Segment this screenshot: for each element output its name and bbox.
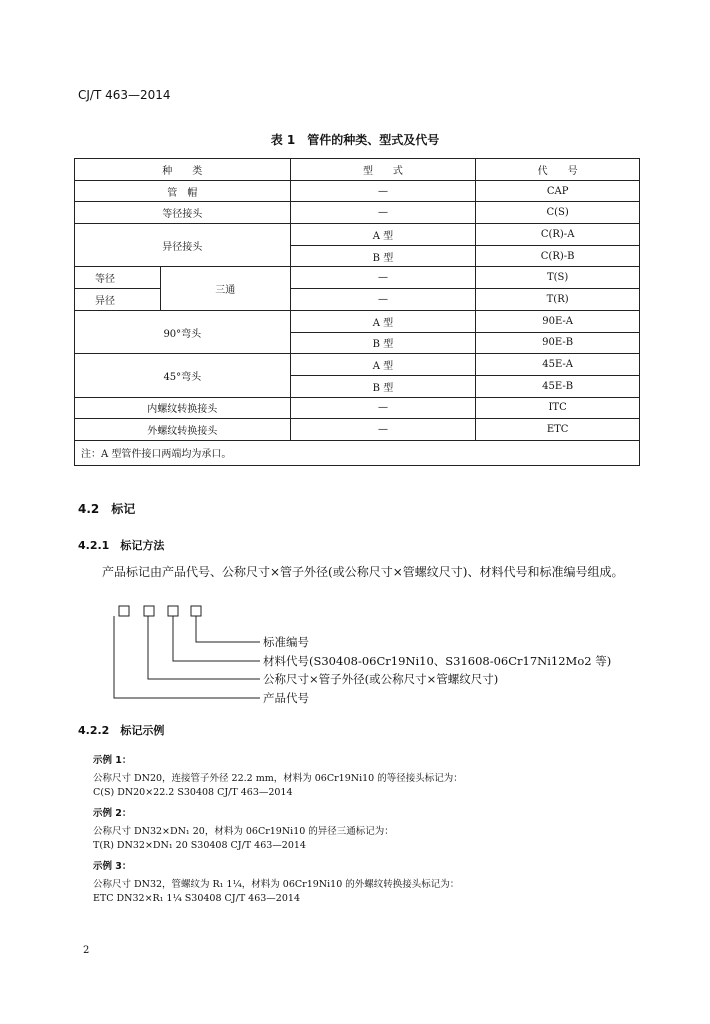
cell-code: 45E-B (476, 375, 640, 397)
marking-method-paragraph: 产品标记由产品代号、公称尺寸×管子外径(或公称尺寸×管螺纹尺寸)、材料代号和标准编号组成。 (102, 565, 624, 579)
cell-code: C(R)-B (476, 245, 640, 267)
header-kind: 种 类 (75, 159, 291, 181)
table-row (75, 267, 640, 289)
cell-form: — (290, 267, 476, 289)
example-title: 示例 3： (93, 861, 132, 872)
header-code: 代 号 (476, 159, 640, 181)
placeholder-box (144, 606, 154, 616)
cell-kind: 三通 (160, 267, 290, 310)
placeholder-box (191, 606, 201, 616)
example-marking: C(S) DN20×22.2 S30408 CJ/T 463—2014 (93, 787, 293, 798)
cell-form: B 型 (290, 245, 476, 267)
cell-kind: 异径接头 (75, 224, 291, 267)
table-header-row (75, 159, 640, 181)
placeholder-box (119, 606, 129, 616)
table-title: 表 1 管件的种类、型式及代号 (270, 133, 440, 147)
label-nominal-size: 公称尺寸×管子外径(或公称尺寸×管螺纹尺寸) (263, 672, 499, 686)
example-title: 示例 1： (93, 755, 132, 766)
label-material-code: 材料代号(S30408-06Cr19Ni10、S31608-06Cr17Ni12Mo2 等) (263, 654, 612, 668)
cell-code: C(R)-A (476, 224, 640, 246)
table-note-row (75, 440, 640, 465)
header-form: 型 式 (290, 159, 476, 181)
standard-header: CJ/T 463—2014 (78, 88, 171, 102)
placeholder-box (168, 606, 178, 616)
fittings-table (74, 158, 640, 466)
cell-kind: 45°弯头 (75, 354, 291, 397)
example-marking: T(R) DN32×DN₁ 20 S30408 CJ/T 463—2014 (93, 840, 306, 851)
marking-bracket-lines (110, 602, 260, 708)
cell-code: 90E-A (476, 310, 640, 332)
marking-structure-diagram (110, 602, 650, 708)
section-heading-4-2-2: 4.2.2 标记示例 (78, 724, 165, 737)
cell-form: — (290, 180, 476, 202)
table-row (75, 224, 640, 246)
example-description: 公称尺寸 DN20，连接管子外径 22.2 mm，材料为 06Cr19Ni10 的等径接头标记为： (93, 773, 463, 784)
leader-line (196, 616, 260, 642)
cell-form: — (290, 202, 476, 224)
cell-code: ITC (476, 397, 640, 419)
cell-code: T(R) (476, 289, 640, 311)
label-product-code: 产品代号 (263, 691, 309, 705)
example-title: 示例 2： (93, 808, 132, 819)
cell-kind: 内螺纹转换接头 (75, 397, 291, 419)
cell-code: 90E-B (476, 332, 640, 354)
table-row (75, 354, 640, 376)
cell-subkind: 等径 (75, 267, 161, 289)
label-standard-number: 标准编号 (263, 635, 309, 649)
cell-form: — (290, 289, 476, 311)
cell-code: ETC (476, 419, 640, 441)
cell-form: B 型 (290, 332, 476, 354)
table-row (75, 289, 640, 311)
cell-form: B 型 (290, 375, 476, 397)
table-note: 注：A 型管件接口两端均为承口。 (75, 440, 640, 465)
cell-kind: 管 帽 (75, 180, 291, 202)
cell-form: A 型 (290, 224, 476, 246)
table-row (75, 202, 640, 224)
cell-form: A 型 (290, 354, 476, 376)
table-row (75, 397, 640, 419)
cell-kind: 等径接头 (75, 202, 291, 224)
section-heading-4-2-1: 4.2.1 标记方法 (78, 539, 165, 552)
example-description: 公称尺寸 DN32×DN₁ 20，材料为 06Cr19Ni10 的异径三通标记为： (93, 826, 394, 837)
table-row (75, 310, 640, 332)
example-description: 公称尺寸 DN32，管螺纹为 R₁ 1¼，材料为 06Cr19Ni10 的外螺纹转换接头标记为： (93, 879, 460, 890)
table-row (75, 180, 640, 202)
cell-code: CAP (476, 180, 640, 202)
leader-line (148, 616, 260, 679)
cell-kind: 外螺纹转换接头 (75, 419, 291, 441)
cell-form: — (290, 419, 476, 441)
cell-form: — (290, 397, 476, 419)
cell-kind: 90°弯头 (75, 310, 291, 353)
page-number: 2 (83, 945, 90, 956)
example-marking: ETC DN32×R₁ 1¼ S30408 CJ/T 463—2014 (93, 893, 300, 904)
cell-code: T(S) (476, 267, 640, 289)
table-row (75, 419, 640, 441)
section-heading-4-2: 4.2 标记 (78, 502, 136, 516)
cell-code: 45E-A (476, 354, 640, 376)
cell-form: A 型 (290, 310, 476, 332)
cell-subkind: 异径 (75, 289, 161, 311)
leader-line (114, 616, 260, 698)
cell-code: C(S) (476, 202, 640, 224)
leader-line (173, 616, 260, 661)
